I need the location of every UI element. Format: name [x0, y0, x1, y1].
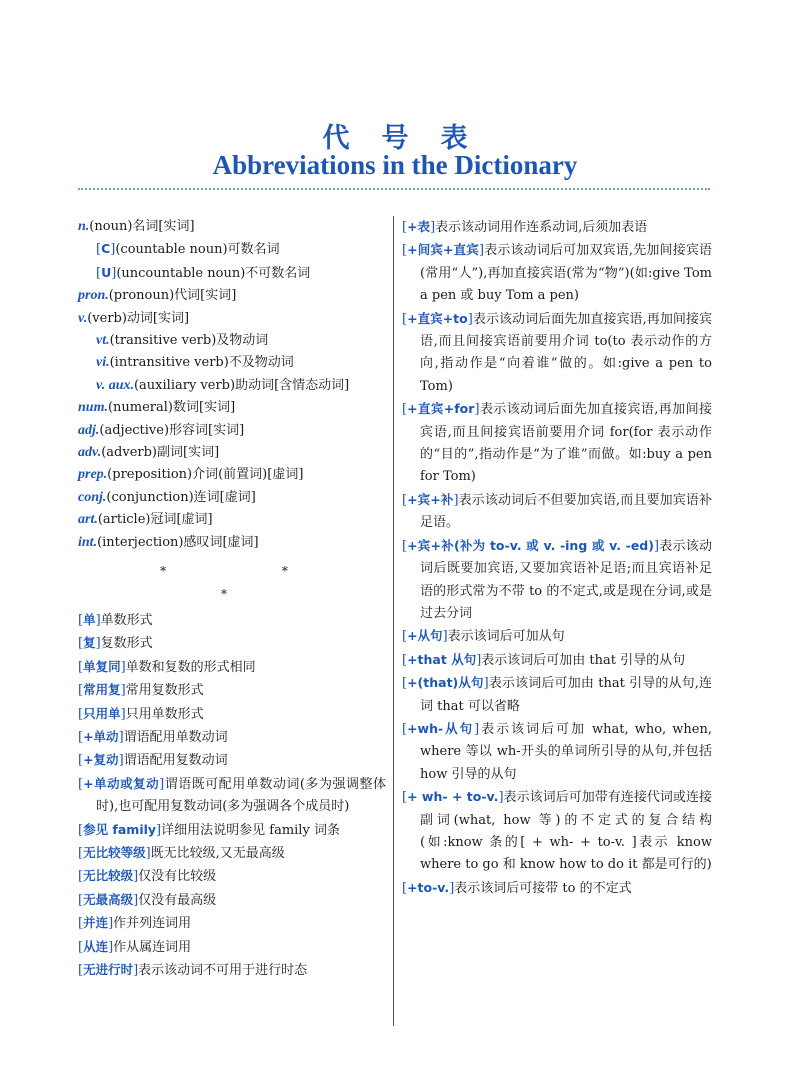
usage-tag-description: 作并列连词用	[113, 916, 192, 932]
bracket-close: ]	[95, 612, 101, 628]
abbreviation-code: prep.	[78, 467, 108, 483]
bracket-close: ]	[449, 880, 455, 896]
abbreviation-description: (uncountable noun)不可数名词	[116, 265, 311, 281]
usage-tag-code: +单动或复动	[83, 775, 160, 791]
abbreviation-description: (noun)名词[实词]	[89, 219, 195, 234]
abbreviation-code: adj.	[78, 422, 100, 438]
usage-tag-entry	[402, 649, 712, 672]
page-title-english: Abbreviations in the Dictionary	[212, 150, 578, 180]
abbreviation-description: (intransitive verb)不及物动词	[109, 355, 294, 371]
usage-tag-entry	[78, 749, 386, 772]
usage-tag-code: +复动	[83, 752, 119, 768]
usage-tag-description: 常用复数形式	[125, 683, 204, 699]
bracket-open: [	[78, 822, 84, 838]
usage-tag-entry	[402, 672, 712, 718]
bracket-open: [	[78, 612, 84, 628]
usage-tag-code: +直宾+to	[407, 310, 468, 326]
bracket-close: ]	[653, 538, 660, 554]
usage-tag-entry	[78, 842, 386, 865]
usage-tag-code: 单	[83, 611, 96, 627]
abbreviation-description: (article)冠词[虚词]	[97, 512, 213, 528]
title-dotted-rule	[78, 188, 710, 190]
abbreviation-code: U	[101, 264, 112, 280]
abbreviation-entry	[78, 330, 386, 352]
usage-tag-code: +宾+补(补为 to-v. 或 v. -ing 或 v. -ed)	[407, 537, 654, 553]
abbreviation-code: art.	[78, 512, 98, 528]
bracket-close: ]	[120, 659, 126, 675]
usage-tag-description: 单数形式	[100, 612, 153, 628]
bracket-open: [	[78, 636, 84, 652]
usage-tag-description: 详细用法说明参见 family 词条	[161, 822, 340, 838]
abbreviation-code: pron.	[78, 288, 109, 304]
usage-tag-description: 表示该词后可加 what, who, when, where 等以 wh-开头的单词所引导的从句,并包括 how 引导的从句	[420, 721, 712, 782]
usage-tag-code: +表	[407, 219, 431, 234]
bracket-open: [	[78, 892, 84, 908]
abbreviation-description: (preposition)介词(前置词)[虚词]	[107, 467, 304, 483]
usage-tag-description: 复数形式	[100, 636, 153, 652]
section-separator: * * *	[160, 564, 344, 601]
abbreviation-code: adv.	[78, 445, 102, 461]
bracket-open: [	[78, 939, 84, 955]
bracket-close: ]	[442, 629, 448, 645]
bracket-open: [	[402, 220, 408, 235]
usage-tag-entry	[78, 819, 386, 842]
usage-tag-description: 表示该动词后可加双宾语,先加间接宾语(常用“人”),再加直接宾语(常为“物”)(如:give Tom a pen 或 buy Tom a pen)	[420, 243, 712, 304]
bracket-open: [	[402, 790, 408, 806]
usage-tag-entry	[78, 889, 386, 912]
usage-tag-entry	[78, 656, 386, 679]
usage-tag-entry	[78, 773, 386, 819]
abbreviation-description: (countable noun)可数名词	[115, 242, 280, 258]
bracket-open: [	[402, 676, 408, 692]
column-divider	[393, 216, 394, 1026]
bracket-open: [	[78, 659, 84, 675]
usage-tag-entry	[402, 239, 712, 307]
usage-tag-entry	[78, 726, 386, 749]
bracket-close: ]	[118, 729, 124, 745]
bracket-close: ]	[156, 822, 162, 838]
usage-tag-code: +从句	[407, 628, 443, 644]
usage-tag-description: 只用单数形式	[125, 706, 204, 722]
bracket-open: [	[78, 845, 84, 861]
usage-tag-description: 表示该词后可加由 that 引导的从句,连词 that 可以省略	[420, 676, 713, 714]
bracket-close: ]	[108, 939, 114, 955]
usage-tag-description: 表示该动词后既要加宾语,又要加宾语补足语;而且宾语补足语的形式常为不带 to 的不定式,或是现在分词,或是过去分词	[420, 538, 712, 621]
abbreviation-entry	[78, 375, 386, 397]
bracket-open: [	[78, 729, 84, 745]
bracket-open: [	[96, 265, 102, 281]
bracket-close: ]	[474, 402, 480, 418]
usage-tag-code: 从连	[83, 938, 109, 954]
usage-tag-list-right	[402, 216, 712, 900]
usage-tag-code: 无比较级	[83, 868, 134, 884]
usage-tag-description: 谓语配用复数动词	[123, 753, 228, 769]
abbreviation-entry	[78, 509, 386, 531]
abbreviation-code: conj.	[78, 489, 107, 505]
usage-tag-description: 表示该动词后面先加直接宾语,再加间接宾语,而且间接宾语前要用介词 to(to 表示动作的方向,指动作是“向着谁”做的。如:give a pen to Tom)	[420, 311, 713, 394]
abbreviation-entry	[78, 308, 386, 330]
usage-tag-code: 只用单	[83, 705, 121, 721]
usage-tag-code: +宾+补	[407, 491, 454, 507]
abbreviation-code: C	[101, 241, 111, 257]
bracket-open: [	[402, 402, 408, 418]
usage-tag-description: 表示该动词后面先加直接宾语,再加间接宾语,而且间接宾语前要用介词 for(for 表示动作的“目的”,指动作是“为了谁”而做。如:buy a pen for Tom)	[420, 402, 713, 485]
bracket-close: ]	[95, 636, 101, 652]
abbreviation-entry	[78, 352, 386, 374]
bracket-close: ]	[133, 869, 139, 885]
bracket-open: [	[96, 242, 102, 258]
usage-tag-entry	[78, 609, 386, 632]
abbreviation-code: vt.	[96, 333, 110, 349]
abbreviation-code: n.	[78, 219, 90, 234]
usage-tag-description: 表示该动词用作连系动词,后须加表语	[435, 220, 648, 235]
usage-tag-entry	[402, 535, 712, 626]
bracket-open: [	[78, 916, 84, 932]
bracket-close: ]	[120, 706, 126, 722]
usage-tag-code: +单动	[83, 728, 119, 744]
usage-tag-code: 参见 family	[83, 821, 157, 837]
abbreviation-entry	[78, 397, 386, 419]
bracket-open: [	[402, 880, 408, 896]
abbreviation-entry	[78, 487, 386, 509]
bracket-close: ]	[498, 790, 504, 806]
usage-tag-description: 作从属连词用	[113, 939, 192, 955]
usage-tag-entry	[78, 959, 386, 982]
usage-tag-description: 单数和复数的形式相同	[125, 659, 256, 675]
abbreviation-description: (verb)动词[实词]	[87, 310, 190, 326]
abbreviation-code: int.	[78, 534, 98, 550]
bracket-close: ]	[478, 243, 485, 259]
bracket-close: ]	[145, 845, 151, 861]
bracket-close: ]	[133, 963, 139, 978]
bracket-open: [	[402, 629, 408, 645]
usage-tag-description: 仅没有最高级	[138, 892, 217, 908]
usage-tag-code: 复	[83, 635, 96, 651]
bracket-open: [	[402, 243, 408, 259]
abbreviation-entry	[78, 285, 386, 307]
usage-tag-description: 表示该词后可加由 that 引导的从句	[481, 652, 686, 668]
abbreviation-description: (transitive verb)及物动词	[109, 333, 269, 349]
usage-tag-code: 单复同	[83, 658, 121, 674]
abbreviation-description: (interjection)感叹词[虚词]	[97, 534, 259, 550]
usage-tag-list-left	[78, 609, 386, 983]
usage-tag-code: +(that)从句	[407, 675, 484, 691]
bracket-open: [	[402, 311, 408, 327]
abbreviation-entry	[78, 464, 386, 486]
bracket-close: ]	[110, 242, 116, 258]
usage-tag-entry	[78, 912, 386, 935]
abbreviation-entry	[78, 442, 386, 464]
abbreviation-description: (numeral)数词[实词]	[107, 400, 236, 416]
usage-tag-entry	[402, 398, 712, 489]
abbreviation-entry	[78, 262, 386, 285]
bracket-close: ]	[118, 753, 124, 769]
bracket-close: ]	[430, 220, 436, 235]
abbreviation-description: (conjunction)连词[虚词]	[106, 489, 256, 505]
bracket-close: ]	[474, 721, 480, 737]
abbreviation-description: (adjective)形容词[实词]	[99, 422, 245, 438]
usage-tag-code: + wh- + to-v.	[407, 789, 499, 805]
usage-tag-description: 谓语既可配用单数动词(多为强调整体时),也可配用复数动词(多为强调各个成员时)	[96, 776, 386, 815]
right-column	[402, 216, 712, 900]
bracket-close: ]	[108, 916, 114, 932]
bracket-close: ]	[467, 311, 473, 327]
usage-tag-code: 无进行时	[83, 962, 134, 977]
usage-tag-description: 表示该动词不可用于进行时态	[138, 963, 308, 978]
bracket-close: ]	[476, 652, 482, 668]
bracket-close: ]	[120, 683, 126, 699]
bracket-open: [	[78, 753, 84, 769]
usage-tag-description: 表示该动词后不但要加宾语,而且要加宾语补足语。	[420, 492, 712, 531]
bracket-open: [	[78, 776, 84, 792]
usage-tag-entry	[78, 865, 386, 888]
usage-tag-description: 表示该词后可接带 to 的不定式	[454, 880, 632, 896]
abbreviation-code: v. aux.	[96, 377, 134, 393]
abbreviation-code: num.	[78, 400, 108, 416]
usage-tag-description: 表示该词后可加从句	[447, 629, 565, 645]
bracket-open: [	[402, 492, 408, 508]
bracket-open: [	[78, 869, 84, 885]
abbreviation-code: vi.	[96, 355, 110, 371]
bracket-close: ]	[111, 265, 117, 281]
part-of-speech-list	[78, 216, 386, 554]
usage-tag-entry	[78, 703, 386, 726]
bracket-open: [	[402, 538, 408, 554]
bracket-close: ]	[133, 892, 139, 908]
abbreviation-description: (adverb)副词[实词]	[101, 445, 220, 461]
usage-tag-entry	[402, 786, 712, 877]
left-column	[78, 216, 386, 982]
usage-tag-entry	[78, 679, 386, 702]
usage-tag-code: +直宾+for	[407, 401, 475, 417]
abbreviation-description: (pronoun)代词[实词]	[108, 288, 237, 304]
usage-tag-code: 无最高级	[83, 891, 134, 907]
bracket-open: [	[402, 721, 408, 737]
page-title-chinese: 代号表	[322, 123, 500, 154]
usage-tag-description: 既无比较级,又无最高级	[150, 845, 285, 861]
usage-tag-entry	[402, 489, 712, 535]
bracket-open: [	[78, 683, 84, 699]
abbreviation-entry	[78, 216, 386, 238]
usage-tag-code: 无比较等级	[83, 844, 146, 860]
abbreviation-entry	[78, 532, 386, 554]
usage-tag-code: 并连	[83, 915, 109, 931]
bracket-close: ]	[483, 676, 489, 692]
bracket-close: ]	[453, 492, 459, 508]
usage-tag-description: 仅没有比较级	[138, 869, 217, 885]
abbreviation-entry	[78, 238, 386, 261]
bracket-open: [	[78, 963, 84, 978]
bracket-open: [	[78, 706, 84, 722]
usage-tag-entry	[78, 936, 386, 959]
usage-tag-entry	[78, 632, 386, 655]
usage-tag-code: 常用复	[83, 682, 121, 698]
usage-tag-code: +wh-从句	[407, 720, 475, 736]
bracket-close: ]	[159, 776, 165, 792]
usage-tag-code: +间宾+直宾	[407, 242, 479, 258]
usage-tag-description: 谓语配用单数动词	[123, 729, 228, 745]
usage-tag-entry	[402, 308, 712, 399]
usage-tag-entry	[402, 625, 712, 648]
abbreviation-entry	[78, 420, 386, 442]
usage-tag-description: 表示该词后可加带有连接代词或连接副词(what, how 等)的不定式的复合结构(如:know 条的[ + wh- + to-v. ]表示 know where to go 和 know how to do it 都是可行的)	[420, 790, 712, 873]
bracket-open: [	[402, 652, 408, 668]
usage-tag-entry	[402, 877, 712, 900]
usage-tag-code: +that 从句	[407, 651, 477, 667]
usage-tag-entry	[402, 718, 712, 786]
abbreviation-code: v.	[78, 310, 88, 326]
abbreviation-description: (auxiliary verb)助动词[含情态动词]	[133, 377, 350, 393]
usage-tag-code: +to-v.	[407, 879, 450, 895]
usage-tag-entry	[402, 216, 712, 239]
